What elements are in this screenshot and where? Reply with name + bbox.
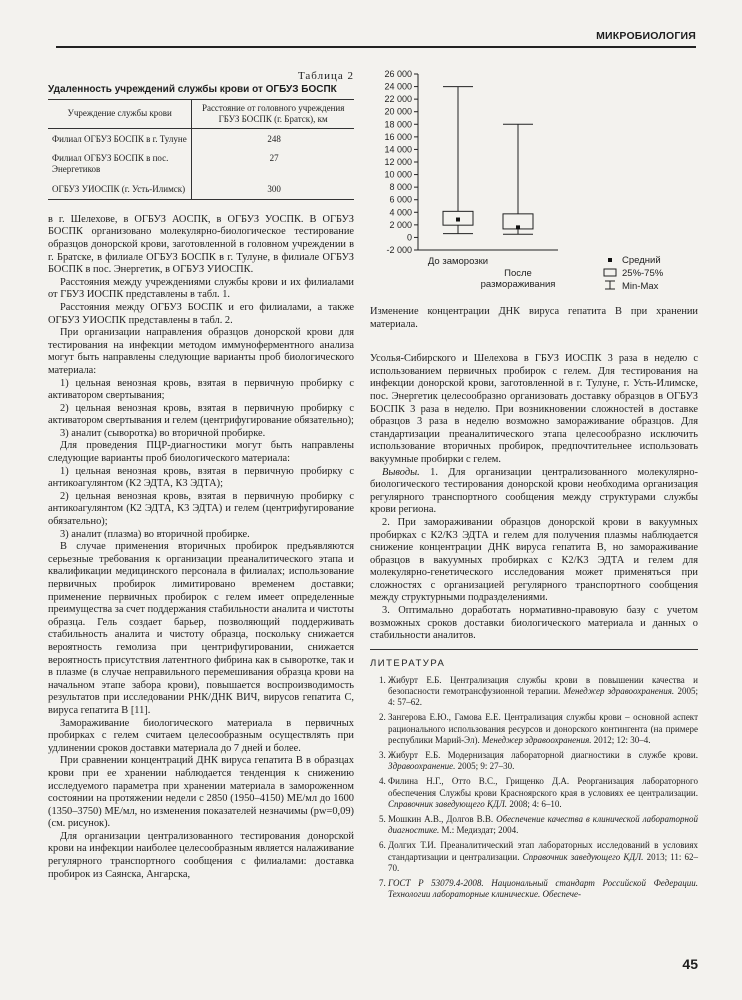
reference-tail: М.: Медиздат; 2004. <box>439 825 519 836</box>
boxplot-chart <box>370 64 690 296</box>
literature-rule <box>370 649 698 650</box>
reference-text: Жибурт Е.Б. Централизация службы крови в повышении качества и безопасности гемотрансфузионной терапии. <box>388 674 698 697</box>
reference-item <box>388 712 698 746</box>
reference-source: ГОСТ Р 53079.4-2008. Национальный стандарт Российской Федерации. Технологии лабораторные клинические. Обеспече- <box>388 878 698 900</box>
legend-box-marker <box>604 269 616 276</box>
body-paragraph: 2. При замораживании образцов донорской крови в вакуумных пробирках с К2/К3 ЭДТА и гелем для получения плазмы наблюдается снижение концентрации ДНК вируса гепатита В, но замораживание образцов в вакуумных пробирках с К2/К3 ЭДТА и гелем для молекулярно-генетического исследования может применяться при сложностях с организацией регулярного транспортного сообщения между структурными подразделениями. <box>370 516 698 604</box>
reference-item <box>388 840 698 874</box>
reference-text: Мошкин А.В., Долгов В.В. <box>388 814 497 825</box>
legend-mean-marker <box>608 258 612 262</box>
reference-tail: 2012; 12: 30–4. <box>591 734 651 745</box>
reference-tail: 2008; 4: 6–10. <box>507 798 562 809</box>
reference-tail: 2005; 4: 57–62. <box>388 686 698 708</box>
table-caption: Таблица 2 <box>297 70 354 82</box>
reference-list <box>370 675 698 901</box>
body-paragraph: в г. Шелехове, в ОГБУЗ АОСПК, в ОГБУЗ УОСПК. В ОГБУЗ БОСПК организовано молекулярно-биологическое тестирование образцов донорской крови, заготовленной в головном учреждении в г. Братске, в филиале ОГБУЗ БОСПК в г. Тулуне, в филиале ОГБУЗ БОСПК в пос. Энергетик, в ОГБУЗ УИОСПК. <box>48 213 354 276</box>
list-item: 3) аналит (плазма) во вторичной пробирке. <box>60 528 250 540</box>
table-cell-name: ОГБУЗ УИОСПК (г. Усть-Илимск) <box>48 179 192 199</box>
list-item: 2) цельная венозная кровь, взятая в первичную пробирку с активатором свертывания и гелем (центрифугирование обязательно); <box>48 402 354 427</box>
x-tick-label: размораживания <box>480 279 556 290</box>
y-tick-label: 2 000 <box>389 219 412 230</box>
conclusions-label: Выводы. <box>382 466 420 478</box>
reference-source: Справочник заведующего КДЛ. <box>522 851 644 862</box>
y-tick-label: 6 000 <box>389 194 412 205</box>
reference-item <box>388 750 698 772</box>
body-paragraph: Усолья-Сибирского и Шелехова в ГБУЗ ИОСПК 3 раза в неделю с использованием первичных пробирок с гелем. Для тестирования на инфекции донорской крови, заготовленной в г. Тулуне, г. Усть-Илимске, пос. Энергетик целесообразно организовать доставку образцов в ОГБУЗ БОСПК 3 раза в неделю. При возникновении сложностей в доставке образцов 3 раза в неделю возможно замораживание образцов. Для стандартизации преаналитического этапа целесообразно исключить использование вторичных пробирок, предпочтительнее использовать вакуумные пробирки с гелем. <box>370 353 698 465</box>
table-row <box>48 148 354 179</box>
table-row <box>48 179 354 199</box>
y-tick-label: 16 000 <box>384 131 412 142</box>
body-paragraph: 3. Оптимально доработать нормативно-правовую базу с учетом возможных сроков доставки биологического материала и данных о стабильности аналитов. <box>370 605 698 642</box>
y-tick-label: 24 000 <box>384 81 412 92</box>
y-tick-label: 0 <box>406 232 412 243</box>
table-cell-value: 248 <box>267 133 281 144</box>
reference-tail: 2013; 11: 62–70. <box>388 851 699 873</box>
legend-label: 25%-75% <box>622 268 664 279</box>
list-item: 3) аналит (сыворотка) во вторичной пробирке. <box>60 427 266 439</box>
y-tick-label: 10 000 <box>384 169 412 180</box>
boxplot-figure <box>370 64 690 296</box>
body-paragraph: При организации направления образцов донорской крови для тестирования на инфекции методом иммуноферментного анализа могут быть направлены следующие варианты проб биологического материала: <box>48 327 354 376</box>
header-rule <box>56 46 696 48</box>
mean-marker <box>516 225 520 229</box>
table-row <box>48 128 354 148</box>
reference-item <box>388 814 698 836</box>
body-paragraph: В случае применения вторичных пробирок предъявляются серьезные требования к организации преаналитического этапа и квалификации медицинского персонала в филиалах; использование первичных пробирок лимитировано временем доставки; применение первичных пробирок с гелем имеет определенные преимущества за счет поддержания стабильности аналита и чистоты образца. Гель создает барьер, позволяющий поддерживать стабильность аналита и чистоту образца, поскольку снижается вероятность гемолиза при центрифугировании, снижается вероятность присутствия латентного фибрина как в сыворотке, так и в плазме (в случае неправильного перемешивания образца крови на начальном этапе забора крови), повышается воспроизводимость результатов при исследовании РНК/ДНК ВИЧ, вирусов гепатита С, вируса гепатита В [11]. <box>48 541 354 716</box>
x-tick-label: После <box>504 268 532 279</box>
y-tick-label: 8 000 <box>389 182 412 193</box>
y-tick-label: 26 000 <box>384 69 412 79</box>
section-title: МИКРОБИОЛОГИЯ <box>596 30 696 42</box>
list-item: 1) цельная венозная кровь, взятая в первичную пробирку с активатором свертывания; <box>48 377 354 402</box>
y-tick-label: 14 000 <box>384 144 412 155</box>
table-cell-value: 300 <box>192 179 354 199</box>
body-paragraph: Для организации централизованного тестирования донорской крови на инфекции наиболее целесообразным является налаживание регулярного транспортного сообщения с филиалами: доставка пробирок из Саянска, Ангарска, <box>48 830 354 880</box>
body-paragraph: Расстояния между ОГБУЗ БОСПК и его филиалами, а также ОГБУЗ УИОСПК представлены в табл. 2. <box>48 301 354 326</box>
reference-source: Справочник заведующего КДЛ. <box>388 798 508 809</box>
y-tick-label: 12 000 <box>384 157 412 167</box>
reference-item <box>388 776 698 810</box>
body-paragraph: Для проведения ПЦР-диагностики могут быть направлены следующие варианты проб биологического материала: <box>48 440 354 465</box>
distance-table <box>48 99 354 200</box>
column-header: Расстояние от головного учреждения ГБУЗ БОСПК (г. Братск), км <box>192 100 354 129</box>
reference-tail: 2005; 9: 27–30. <box>455 761 515 772</box>
table-cell-name: Филиал ОГБУЗ БОСПК в пос. Энергетиков <box>48 148 192 179</box>
table-title: Удаленность учреждений службы крови от ОГБУЗ БОСПК <box>48 84 337 95</box>
literature-title: ЛИТЕРАТУРА <box>370 657 446 669</box>
reference-source: Здравоохранение. <box>388 761 456 772</box>
reference-source: Менеджер здравоохранения. <box>481 734 592 745</box>
mean-marker <box>456 218 460 222</box>
y-tick-label: -2 000 <box>386 245 412 255</box>
reference-text: Филина Н.Г., Отто В.С., Грищенко Д.А. Реорганизация лабораторного обеспечения Службы крови Красноярского края в условиях ее централизации. <box>388 776 698 798</box>
legend-label: Средний <box>622 255 661 266</box>
page-number: 45 <box>682 956 698 972</box>
reference-item <box>388 675 698 709</box>
body-paragraph: Расстояния между учреждениями службы крови и их филиалами от ГБУЗ ИОСПК представлены в табл. 1. <box>48 276 354 301</box>
reference-source: Менеджер здравоохранения. <box>563 686 675 697</box>
y-tick-label: 20 000 <box>384 106 412 117</box>
list-item: 2) цельная венозная кровь, взятая в первичную пробирку с антикоагулянтом (К2 ЭДТА, К3 ЭДТА) и гелем (центрифугирование обязательно); <box>48 490 354 528</box>
reference-text: Долгих Т.И. Преаналитический этап лабораторных исследований в условиях стандартизации и централизации. <box>388 840 698 862</box>
figure-caption: Изменение концентрации ДНК вируса гепатита В при хранении материала. <box>370 306 698 330</box>
reference-source: Обеспечение качества в клинической лабораторной диагностике. <box>388 814 698 836</box>
y-tick-label: 22 000 <box>384 94 412 105</box>
reference-text: Зангерова Е.Ю., Гамова Е.Е. Централизация службы крови – основной аспект рационального использования ресурсов и донорского контингента (на примере республики Марий-Эл). <box>388 712 698 745</box>
list-item: 1) цельная венозная кровь, взятая в первичную пробирку с антикоагулянтом (К2 ЭДТА, К3 ЭДТА); <box>48 465 354 490</box>
conclusions-paragraph <box>370 467 698 517</box>
y-tick-label: 18 000 <box>384 119 412 130</box>
reference-item <box>388 878 698 900</box>
column-header: Учреждение службы крови <box>48 100 192 129</box>
right-column <box>370 64 698 905</box>
legend-label: Min-Max <box>622 281 659 292</box>
body-paragraph: Замораживание биологического материала в первичных пробирках с гелем считаем целесообразным осуществлять при удлинении сроков доставки материала до 7 дней и более. <box>48 717 354 754</box>
x-tick-label: До заморозки <box>427 256 489 267</box>
table-cell-value: 27 <box>269 153 279 164</box>
body-paragraph: При сравнении концентраций ДНК вируса гепатита В в образцах крови при ее хранении наблюдается тенденция к снижению исследуемого параметра при хранении материала в замороженном состоянии на протяжении недели с 2850 (1950–4150) МЕ/мл до 1600 (1350–3750) МЕ/мл, но изменения показателей незначимы (pw=0,09) (см. рисунок). <box>48 755 354 830</box>
running-header <box>56 26 696 48</box>
table-header-row <box>48 100 354 129</box>
table-cell-name: Филиал ОГБУЗ БОСПК в г. Тулуне <box>48 128 192 148</box>
conclusions-text: 1. Для организации централизованного молекулярно-биологического тестирования донорской крови необходима организация регулярного транспортного сообщения между структурами службы крови региона. <box>370 466 698 516</box>
reference-text: Жибурт Е.Б. Модернизация лабораторной диагностики в службе крови. <box>388 750 698 761</box>
y-tick-label: 4 000 <box>389 207 412 218</box>
left-column <box>48 64 354 881</box>
